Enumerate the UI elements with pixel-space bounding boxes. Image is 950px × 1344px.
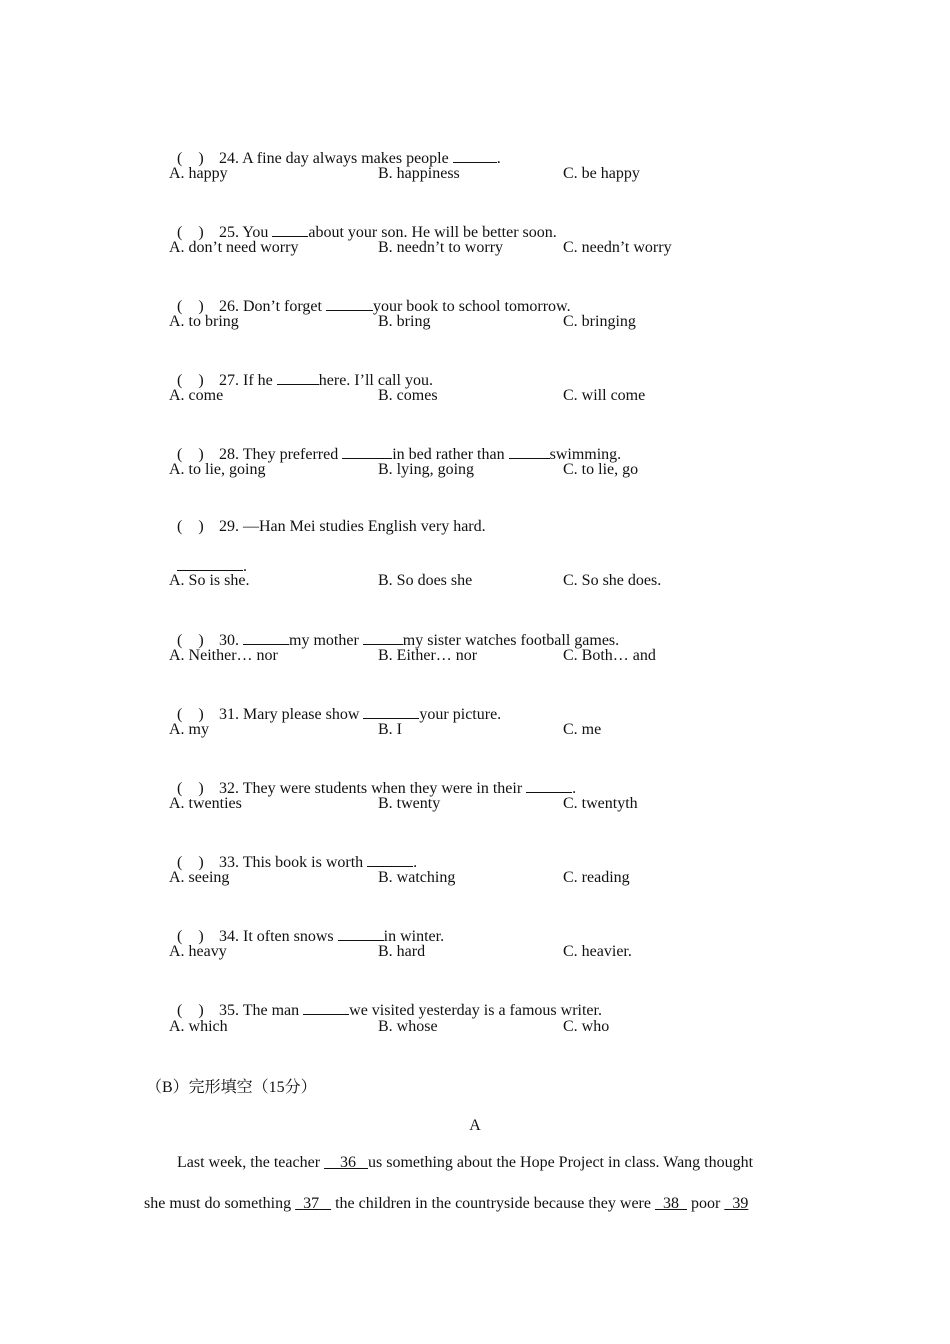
- question-number: 29.: [219, 518, 239, 535]
- question-35: [169, 979, 602, 1021]
- option-b: B. lying, going: [378, 461, 475, 478]
- question-text: your book to school tomorrow.: [372, 298, 571, 315]
- answer-paren: ( ): [177, 706, 204, 723]
- question-text: They were students when they were in their: [239, 780, 527, 797]
- question-number: 24.: [219, 150, 239, 167]
- answer-paren: ( ): [177, 298, 204, 315]
- question-29: [169, 497, 486, 537]
- question-text: my mother: [289, 632, 363, 649]
- answer-blank: [272, 221, 308, 237]
- answer-blank: [453, 147, 497, 163]
- question-text: .: [496, 150, 501, 167]
- option-a: A. to bring: [169, 313, 239, 330]
- question-number: 35.: [219, 1002, 239, 1019]
- question-31: [169, 683, 501, 725]
- question-text: You: [239, 224, 273, 241]
- answer-blank: [338, 925, 384, 941]
- answer-blank: [277, 369, 319, 385]
- option-c: C. be happy: [563, 165, 640, 182]
- question-number: 28.: [219, 446, 239, 463]
- question-text: here. I’ll call you.: [318, 372, 433, 389]
- option-c: C. who: [563, 1018, 610, 1035]
- answer-paren: ( ): [177, 854, 204, 871]
- option-b: B. hard: [378, 943, 426, 960]
- question-text: If he: [239, 372, 277, 389]
- answer-blank: [363, 629, 403, 645]
- question-text: .: [243, 558, 247, 575]
- question-text: —Han Mei studies English very hard.: [239, 518, 486, 535]
- question-number: 26.: [219, 298, 239, 315]
- option-a: A. So is she.: [169, 572, 250, 589]
- passage-text: poor: [686, 1195, 725, 1212]
- question-text: A fine day always makes people: [239, 150, 453, 167]
- question-text: .: [572, 780, 577, 797]
- question-text: about your son. He will be better soon.: [308, 224, 557, 241]
- answer-paren: ( ): [177, 372, 204, 389]
- blank-38: 38: [662, 1195, 679, 1212]
- answer-blank: [342, 443, 392, 459]
- question-25: [169, 201, 557, 243]
- question-30: [169, 609, 619, 651]
- option-a: A. my: [169, 721, 209, 738]
- option-c: C. will come: [563, 387, 646, 404]
- option-b: B. watching: [378, 869, 456, 886]
- answer-blank: [303, 999, 349, 1015]
- option-c: C. twentyth: [563, 795, 638, 812]
- question-24: [169, 127, 501, 169]
- passage-label: A: [469, 1117, 481, 1134]
- question-28: [169, 423, 621, 465]
- option-c: C. bringing: [563, 313, 636, 330]
- answer-paren: ( ): [177, 1002, 204, 1019]
- option-b: B. bring: [378, 313, 431, 330]
- question-text: in winter.: [383, 928, 445, 945]
- answer-blank: [526, 777, 572, 793]
- question-32: [169, 757, 576, 799]
- option-b: B. whose: [378, 1018, 438, 1035]
- passage-line-1: [177, 1153, 839, 1173]
- question-number: 34.: [219, 928, 239, 945]
- blank-37: 37: [303, 1195, 320, 1212]
- question-text: It often snows: [239, 928, 338, 945]
- question-text: your picture.: [419, 706, 502, 723]
- question-number: 31.: [219, 706, 239, 723]
- passage-text: she must do something: [144, 1195, 296, 1212]
- question-27: [169, 349, 433, 391]
- answer-paren: ( ): [177, 518, 204, 535]
- option-b: B. I: [378, 721, 402, 738]
- blank-36: 36: [340, 1154, 357, 1171]
- question-text: They preferred: [239, 446, 343, 463]
- question-34: [169, 905, 444, 947]
- answer-blank: [177, 555, 243, 571]
- option-a: A. Neither… nor: [169, 647, 278, 664]
- question-text: This book is worth: [239, 854, 368, 871]
- answer-paren: ( ): [177, 928, 204, 945]
- question-text: Mary please show: [239, 706, 364, 723]
- option-a: A. to lie, going: [169, 461, 266, 478]
- question-text: we visited yesterday is a famous writer.: [349, 1002, 602, 1019]
- passage-text: us something about the Hope Project in class. Wang thought: [368, 1154, 754, 1171]
- option-b: B. twenty: [378, 795, 441, 812]
- answer-blank: [363, 703, 419, 719]
- option-b: B. needn’t to worry: [378, 239, 504, 256]
- question-number: 27.: [219, 372, 239, 389]
- option-c: C. me: [563, 721, 602, 738]
- question-text: .: [413, 854, 418, 871]
- option-a: A. seeing: [169, 869, 230, 886]
- section-title: （B）完形填空（15分）: [146, 1079, 317, 1096]
- option-b: B. Either… nor: [378, 647, 478, 664]
- answer-blank: [243, 629, 289, 645]
- option-a: A. heavy: [169, 943, 227, 960]
- answer-blank: [326, 295, 373, 311]
- passage-line-2: [144, 1194, 806, 1214]
- option-a: A. don’t need worry: [169, 239, 299, 256]
- option-c: C. Both… and: [563, 647, 656, 664]
- option-a: A. happy: [169, 165, 228, 182]
- option-b: B. comes: [378, 387, 438, 404]
- question-text: swimming.: [549, 446, 622, 463]
- question-26: [169, 275, 571, 317]
- question-text: my sister watches football games.: [402, 632, 620, 649]
- passage-text: the children in the countryside because they were: [331, 1195, 655, 1212]
- option-c: C. needn’t worry: [563, 239, 672, 256]
- blank-39: 39: [732, 1195, 749, 1212]
- question-text: Don’t forget: [239, 298, 326, 315]
- question-text: in bed rather than: [392, 446, 509, 463]
- question-number: 33.: [219, 854, 239, 871]
- question-33: [169, 831, 417, 873]
- option-b: B. So does she: [378, 572, 473, 589]
- answer-blank: [509, 443, 550, 459]
- option-c: C. So she does.: [563, 572, 662, 589]
- question-number: 32.: [219, 780, 239, 797]
- question-number: 30.: [219, 632, 239, 649]
- option-b: B. happiness: [378, 165, 460, 182]
- option-c: C. heavier.: [563, 943, 632, 960]
- question-text: The man: [239, 1002, 304, 1019]
- answer-paren: ( ): [177, 780, 204, 797]
- answer-blank: [367, 851, 413, 867]
- answer-paren: ( ): [177, 446, 204, 463]
- option-c: C. to lie, go: [563, 461, 639, 478]
- passage-text: Last week, the teacher: [177, 1154, 325, 1171]
- option-a: A. come: [169, 387, 224, 404]
- answer-paren: ( ): [177, 632, 204, 649]
- answer-paren: ( ): [177, 150, 204, 167]
- answer-paren: ( ): [177, 224, 204, 241]
- option-a: A. which: [169, 1018, 228, 1035]
- option-a: A. twenties: [169, 795, 242, 812]
- option-c: C. reading: [563, 869, 630, 886]
- question-number: 25.: [219, 224, 239, 241]
